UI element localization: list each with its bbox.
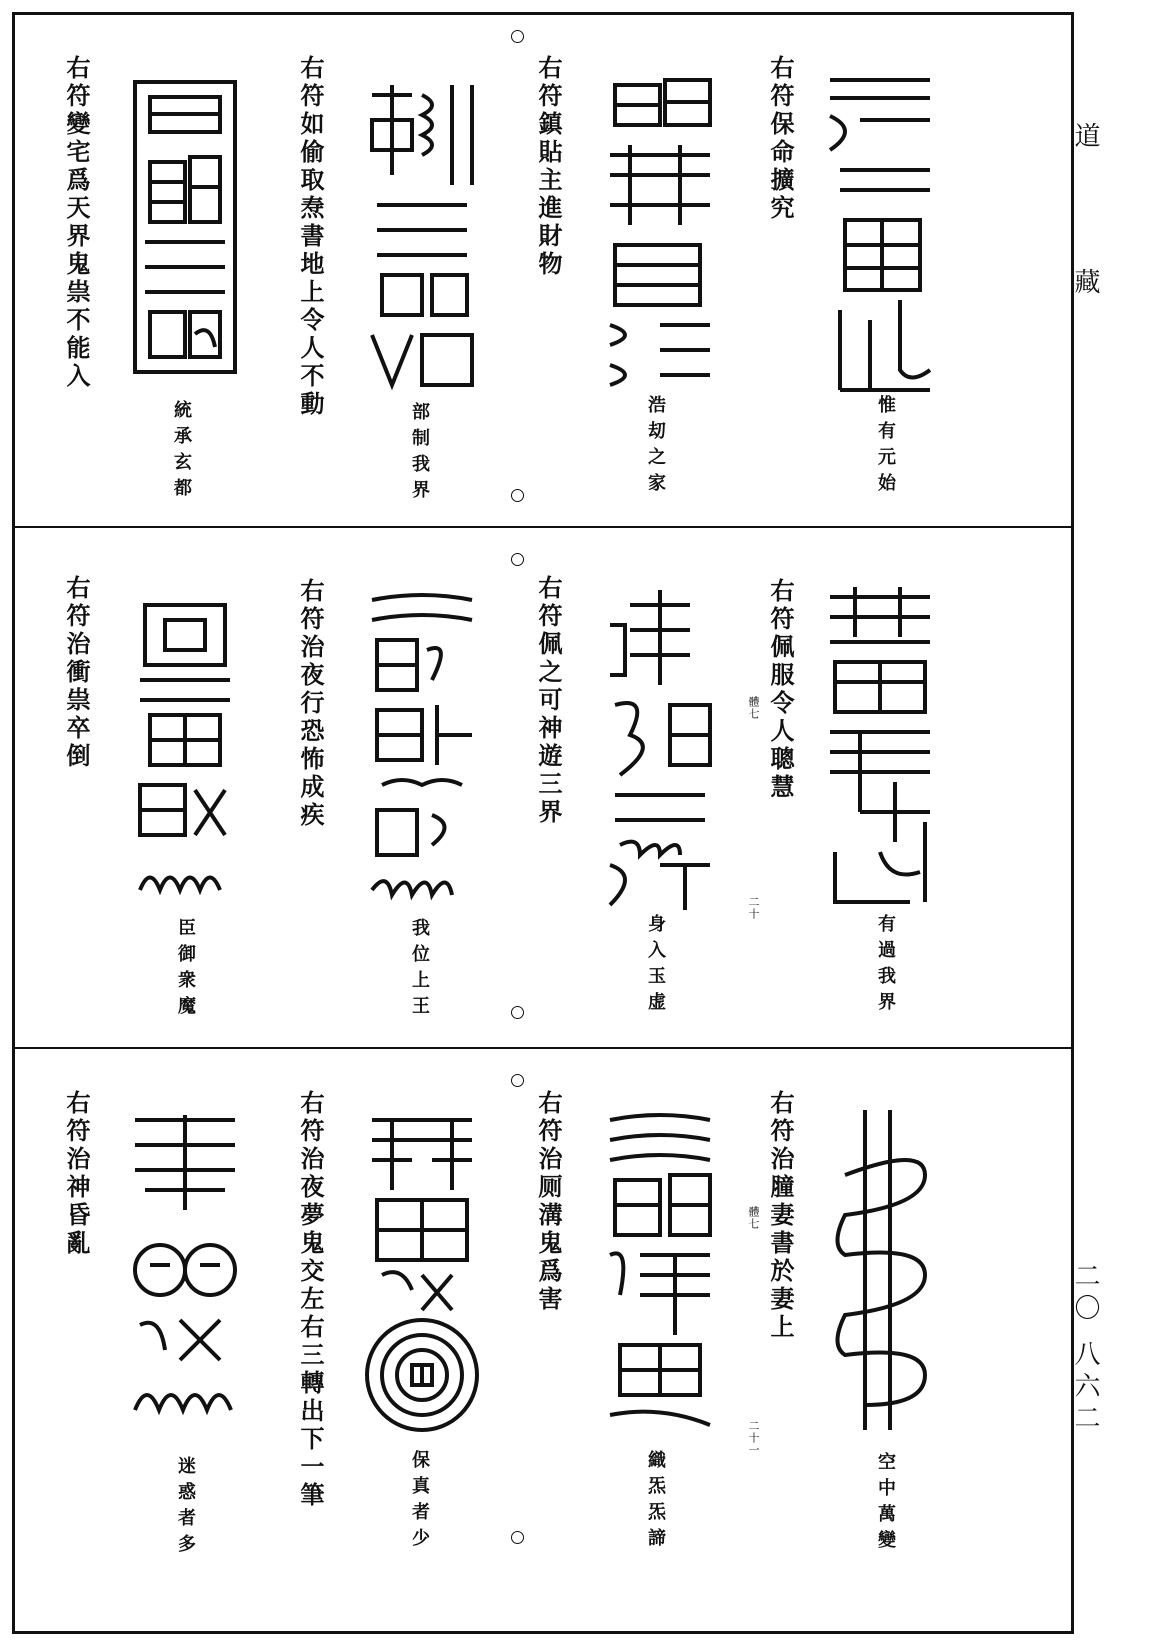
talisman-label: 我位上王	[409, 918, 430, 1022]
talisman-label: 迷惑者多	[175, 1456, 196, 1560]
talisman-caption: 右符佩服令人聰慧	[766, 578, 795, 802]
talisman-label: 浩刧之家	[645, 395, 666, 499]
talisman-glyph	[820, 70, 940, 400]
binding-hole	[511, 1006, 524, 1019]
talisman-caption: 右符治衝祟卒倒	[62, 575, 91, 771]
talisman-caption: 右符佩之可神遊三界	[534, 575, 563, 827]
talisman-glyph	[125, 595, 245, 915]
talisman-caption: 右符如偷取焘書地上令人不動	[296, 55, 325, 419]
talisman-label: 保真者少	[409, 1450, 430, 1554]
binding-hole	[511, 489, 524, 502]
talisman-caption: 右符治神昏亂	[62, 1090, 91, 1258]
row-divider	[12, 1047, 1074, 1049]
talisman-caption: 右符治夜夢鬼交左右三轉出下一筆	[296, 1090, 325, 1510]
talisman-caption: 右符治厕溝鬼爲害	[534, 1090, 563, 1314]
talisman-glyph	[362, 590, 482, 915]
binding-hole	[511, 1074, 524, 1087]
talisman-glyph	[600, 585, 720, 915]
talisman-caption: 右符治膧妻書於妻上	[766, 1090, 795, 1342]
row-divider	[12, 526, 1074, 528]
talisman-caption: 右符保命擴究	[766, 55, 795, 223]
talisman-caption: 右符鎮貼主進財物	[534, 55, 563, 279]
talisman-caption: 右符變宅爲天界鬼祟不能入	[62, 55, 91, 391]
talisman-glyph	[125, 1110, 245, 1435]
talisman-note: 體七	[747, 1206, 760, 1230]
talisman-note: 體七	[747, 696, 760, 720]
talisman-small-number: 二十一	[747, 1420, 760, 1456]
talisman-glyph	[835, 1105, 935, 1435]
binding-hole	[511, 1531, 524, 1544]
talisman-label: 臣御衆魔	[175, 918, 196, 1022]
collection-title-top: 道	[1070, 122, 1100, 148]
talisman-glyph	[820, 582, 940, 912]
talisman-label: 有過我界	[875, 914, 896, 1018]
talisman-glyph	[600, 1105, 720, 1435]
talisman-glyph	[362, 1110, 482, 1435]
talisman-label: 身入玉虚	[645, 914, 666, 1018]
binding-hole	[511, 553, 524, 566]
talisman-glyph	[125, 72, 245, 387]
talisman-label: 惟有元始	[875, 395, 896, 499]
talisman-label: 織炁炁諦	[645, 1450, 666, 1554]
binding-hole	[511, 30, 524, 43]
talisman-label: 部制我界	[409, 402, 430, 506]
page-number: 二〇 八六二	[1070, 1262, 1100, 1437]
talisman-caption: 右符治夜行恐怖成疾	[296, 578, 325, 830]
talisman-label: 統承玄都	[171, 400, 192, 504]
talisman-label: 空中萬變	[875, 1452, 896, 1556]
talisman-small-number: 二十	[747, 896, 760, 920]
talisman-glyph	[362, 75, 482, 395]
talisman-glyph	[600, 65, 720, 395]
collection-title-bottom: 藏	[1070, 268, 1100, 294]
